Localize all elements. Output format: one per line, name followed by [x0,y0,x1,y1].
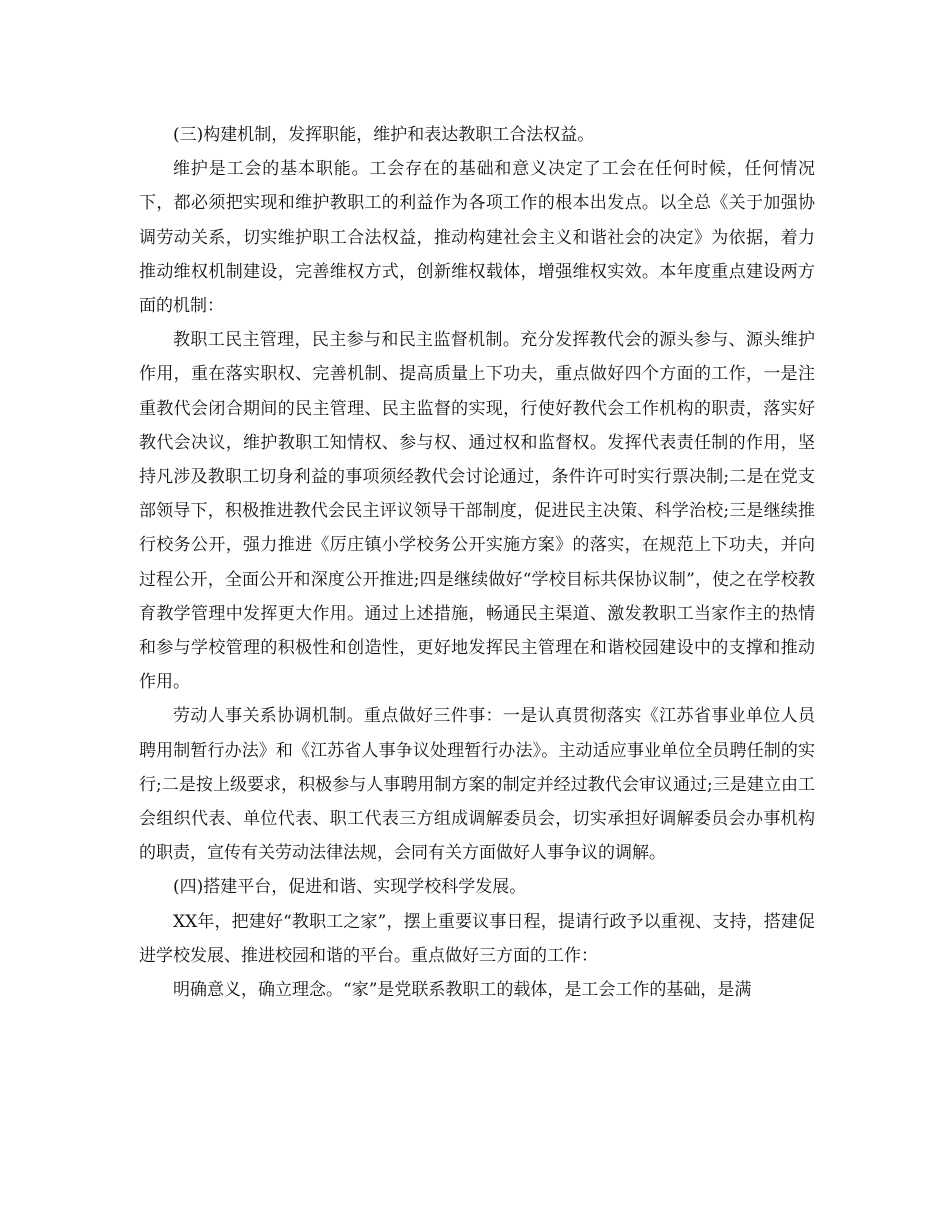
paragraph-maintenance-function: 维护是工会的基本职能。工会存在的基础和意义决定了工会在任何时候，任何情况下，都必须把实现和维护教职工的利益作为各项工作的根本出发点。以全总《关于加强协调劳动关系，切实维护职工合法权益，推动构建社会主义和谐社会的决定》为依据，着力推动维权机制建设，完善维权方式，创新维权载体，增强维权实效。本年度重点建设两方面的机制： [139,159,815,317]
section-heading-three: (三)构建机制，发挥职能，维护和表达教职工合法权益。 [173,125,595,145]
document-body [139,118,815,1007]
paragraph-democratic-management: 教职工民主管理，民主参与和民主监督机制。充分发挥教代会的源头参与、源头维护作用，重在落实职权、完善机制、提高质量上下功夫，重点做好四个方面的工作，一是注重教代会闭合期间的民主管理、民主监督的实现，行使好教代会工作机构的职责，落实好教代会决议，维护教职工知情权、参与权、通过权和监督权。发挥代表责任制的作用，坚持凡涉及教职工切身利益的事项须经教代会讨论通过，条件许可时实行票决制;二是在党支部领导下，积极推进教代会民主评议领导干部制度，促进民主决策、科学治校;三是继续推行校务公开，强力推进《厉庄镇小学校务公开实施方案》的落实，在规范上下功夫，并向过程公开，全面公开和深度公开推进;四是继续做好“学校目标共保协议制”，使之在学校教育教学管理中发挥更大作用。通过上述措施，畅通民主渠道、激发教职工当家作主的热情和参与学校管理的积极性和创造性，更好地发挥民主管理在和谐校园建设中的支撑和推动作用。 [139,330,815,693]
paragraph-labor-relations: 劳动人事关系协调机制。重点做好三件事：一是认真贯彻落实《江苏省事业单位人员聘用制暂行办法》和《江苏省人事争议处理暂行办法》。主动适应事业单位全员聘任制的实行;二是按上级要求，积极参与人事聘用制方案的制定并经过教代会审议通过;三是建立由工会组织代表、单位代表、职工代表三方组成调解委员会，切实承担好调解委员会办事机构的职责，宣传有关劳动法律法规，会同有关方面做好人事争议的调解。 [139,706,815,864]
paragraph-clarify-meaning: 明确意义，确立理念。“家”是党联系教职工的载体，是工会工作的基础，是满 [173,980,752,1001]
section-heading-four: (四)搭建平台，促进和谐、实现学校科学发展。 [173,877,527,898]
paragraph-staff-home: XX年，把建好“教职工之家”，摆上重要议事日程，提请行政予以重视、支持，搭建促进学校发展、推进校园和谐的平台。重点做好三方面的工作： [139,911,815,966]
